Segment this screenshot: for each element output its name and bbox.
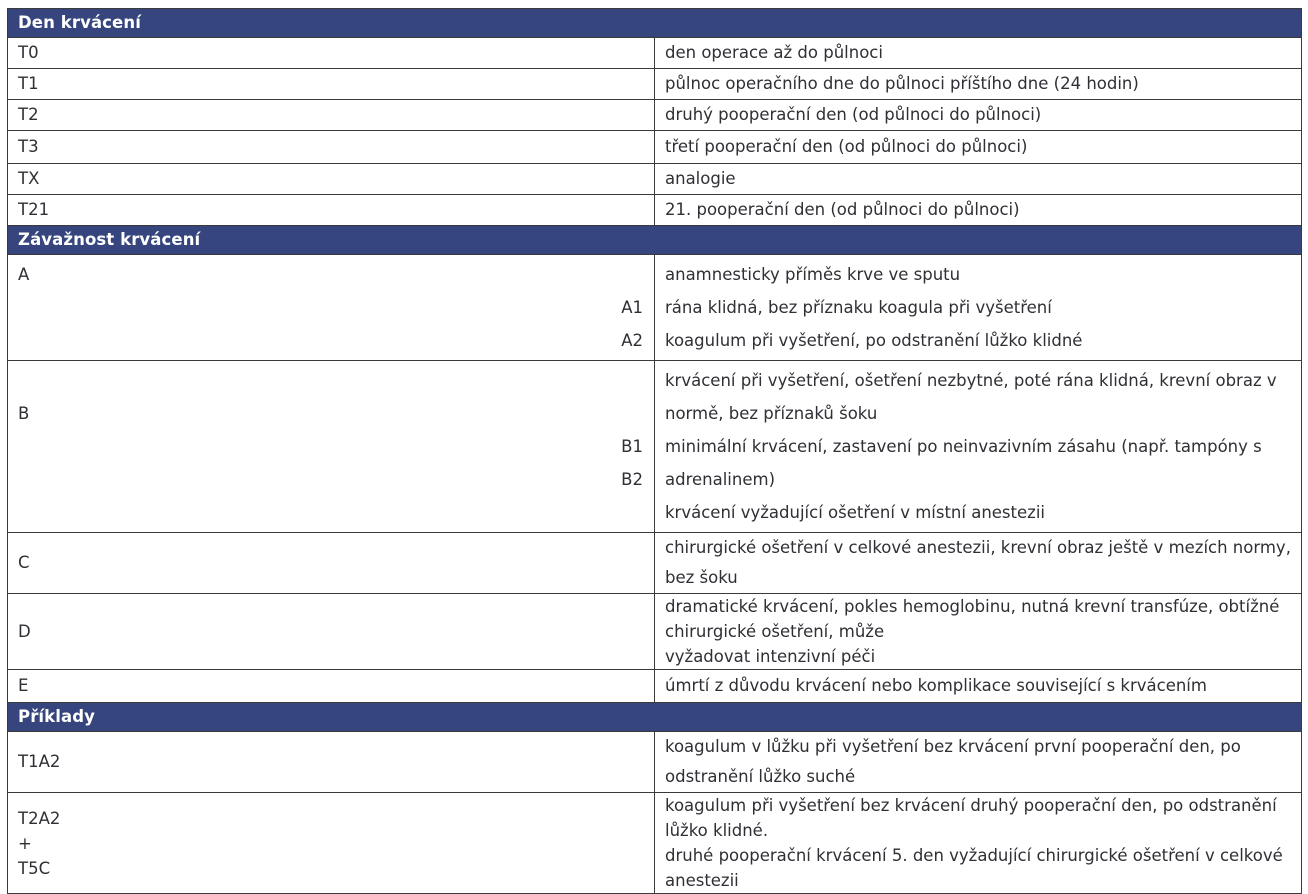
description-cell: druhý pooperační den (od půlnoci do půlnoci) (655, 100, 1302, 131)
description-cell: půlnoc operačního dne do půlnoci příštího dne (24 hodin) (655, 69, 1302, 100)
description-cell (655, 255, 1302, 361)
section-title: Den krvácení (8, 9, 1302, 38)
table-row (8, 793, 1302, 894)
description-cell (655, 594, 1302, 670)
table-row (8, 69, 1302, 100)
description-line: koagulum při vyšetření bez krvácení druhý pooperační den, po odstranění lůžko klidné. (665, 796, 1277, 840)
table-row (8, 670, 1302, 703)
code-cell: TX (8, 164, 655, 195)
grade-code: A (18, 265, 30, 284)
code-cell: T3 (8, 131, 655, 164)
table-row (8, 164, 1302, 195)
section-header-day (8, 9, 1302, 38)
code-cell: C (8, 533, 655, 594)
table-row (8, 732, 1302, 793)
description-line: druhé pooperační krvácení 5. den vyžadující chirurgické ošetření v celkové anestezii (665, 846, 1283, 890)
description-cell (655, 361, 1302, 533)
code-cell (8, 361, 655, 533)
description-cell: úmrtí z důvodu krvácení nebo komplikace související s krvácením (655, 670, 1302, 703)
description-cell: analogie (655, 164, 1302, 195)
table-row (8, 255, 1302, 361)
description-cell: třetí pooperační den (od půlnoci do půlnoci) (655, 131, 1302, 164)
code-cell: T21 (8, 195, 655, 226)
code-line: + (18, 833, 32, 853)
description-cell: chirurgické ošetření v celkové anestezii, krevní obraz ještě v mezích normy, bez šoku (655, 533, 1302, 594)
section-header-examples (8, 703, 1302, 732)
section-header-severity (8, 226, 1302, 255)
code-line: T2A2 (18, 808, 61, 828)
code-cell (8, 793, 655, 894)
subgrade-code: B2 (621, 470, 643, 489)
code-cell: T2 (8, 100, 655, 131)
table-row (8, 38, 1302, 69)
description-line: dramatické krvácení, pokles hemoglobinu, nutná krevní transfúze, obtížné chirurgické ošetření, může (665, 597, 1280, 641)
code-cell: T0 (8, 38, 655, 69)
grade-code: B (18, 404, 30, 423)
subgrade-description: koagulum při vyšetření, po odstranění lůžko klidné (665, 331, 1083, 350)
table-row (8, 100, 1302, 131)
subgrade-description: minimální krvácení, zastavení po neinvazivním zásahu (např. tampóny s adrenalinem) (665, 437, 1262, 489)
subgrade-code: B1 (621, 437, 643, 456)
description-cell: koagulum v lůžku při vyšetření bez krvácení první pooperační den, po odstranění lůžko suché (655, 732, 1302, 793)
description-cell (655, 793, 1302, 894)
code-cell: T1A2 (8, 732, 655, 793)
subgrade-code: A2 (621, 331, 643, 350)
code-cell (8, 255, 655, 361)
section-title: Závažnost krvácení (8, 226, 1302, 255)
section-title: Příklady (8, 703, 1302, 732)
subgrade-code: A1 (621, 298, 643, 317)
description-line: vyžadovat intenzivní péči (665, 647, 876, 666)
subgrade-description: krvácení vyžadující ošetření v místní anestezii (665, 503, 1045, 522)
table-row (8, 533, 1302, 594)
table-row (8, 131, 1302, 164)
table-row (8, 195, 1302, 226)
table-row (8, 361, 1302, 533)
subgrade-description: rána klidná, bez příznaku koagula při vyšetření (665, 298, 1052, 317)
code-cell: D (8, 594, 655, 670)
code-cell: E (8, 670, 655, 703)
code-cell: T1 (8, 69, 655, 100)
bleeding-classification-table (7, 8, 1302, 894)
code-line: T5C (18, 858, 51, 878)
table-row (8, 594, 1302, 670)
description-cell: den operace až do půlnoci (655, 38, 1302, 69)
grade-description: krvácení při vyšetření, ošetření nezbytné, poté rána klidná, krevní obraz v normě, bez příznaků šoku (665, 371, 1277, 423)
grade-description: anamnesticky příměs krve ve sputu (665, 265, 961, 284)
description-cell: 21. pooperační den (od půlnoci do půlnoci) (655, 195, 1302, 226)
